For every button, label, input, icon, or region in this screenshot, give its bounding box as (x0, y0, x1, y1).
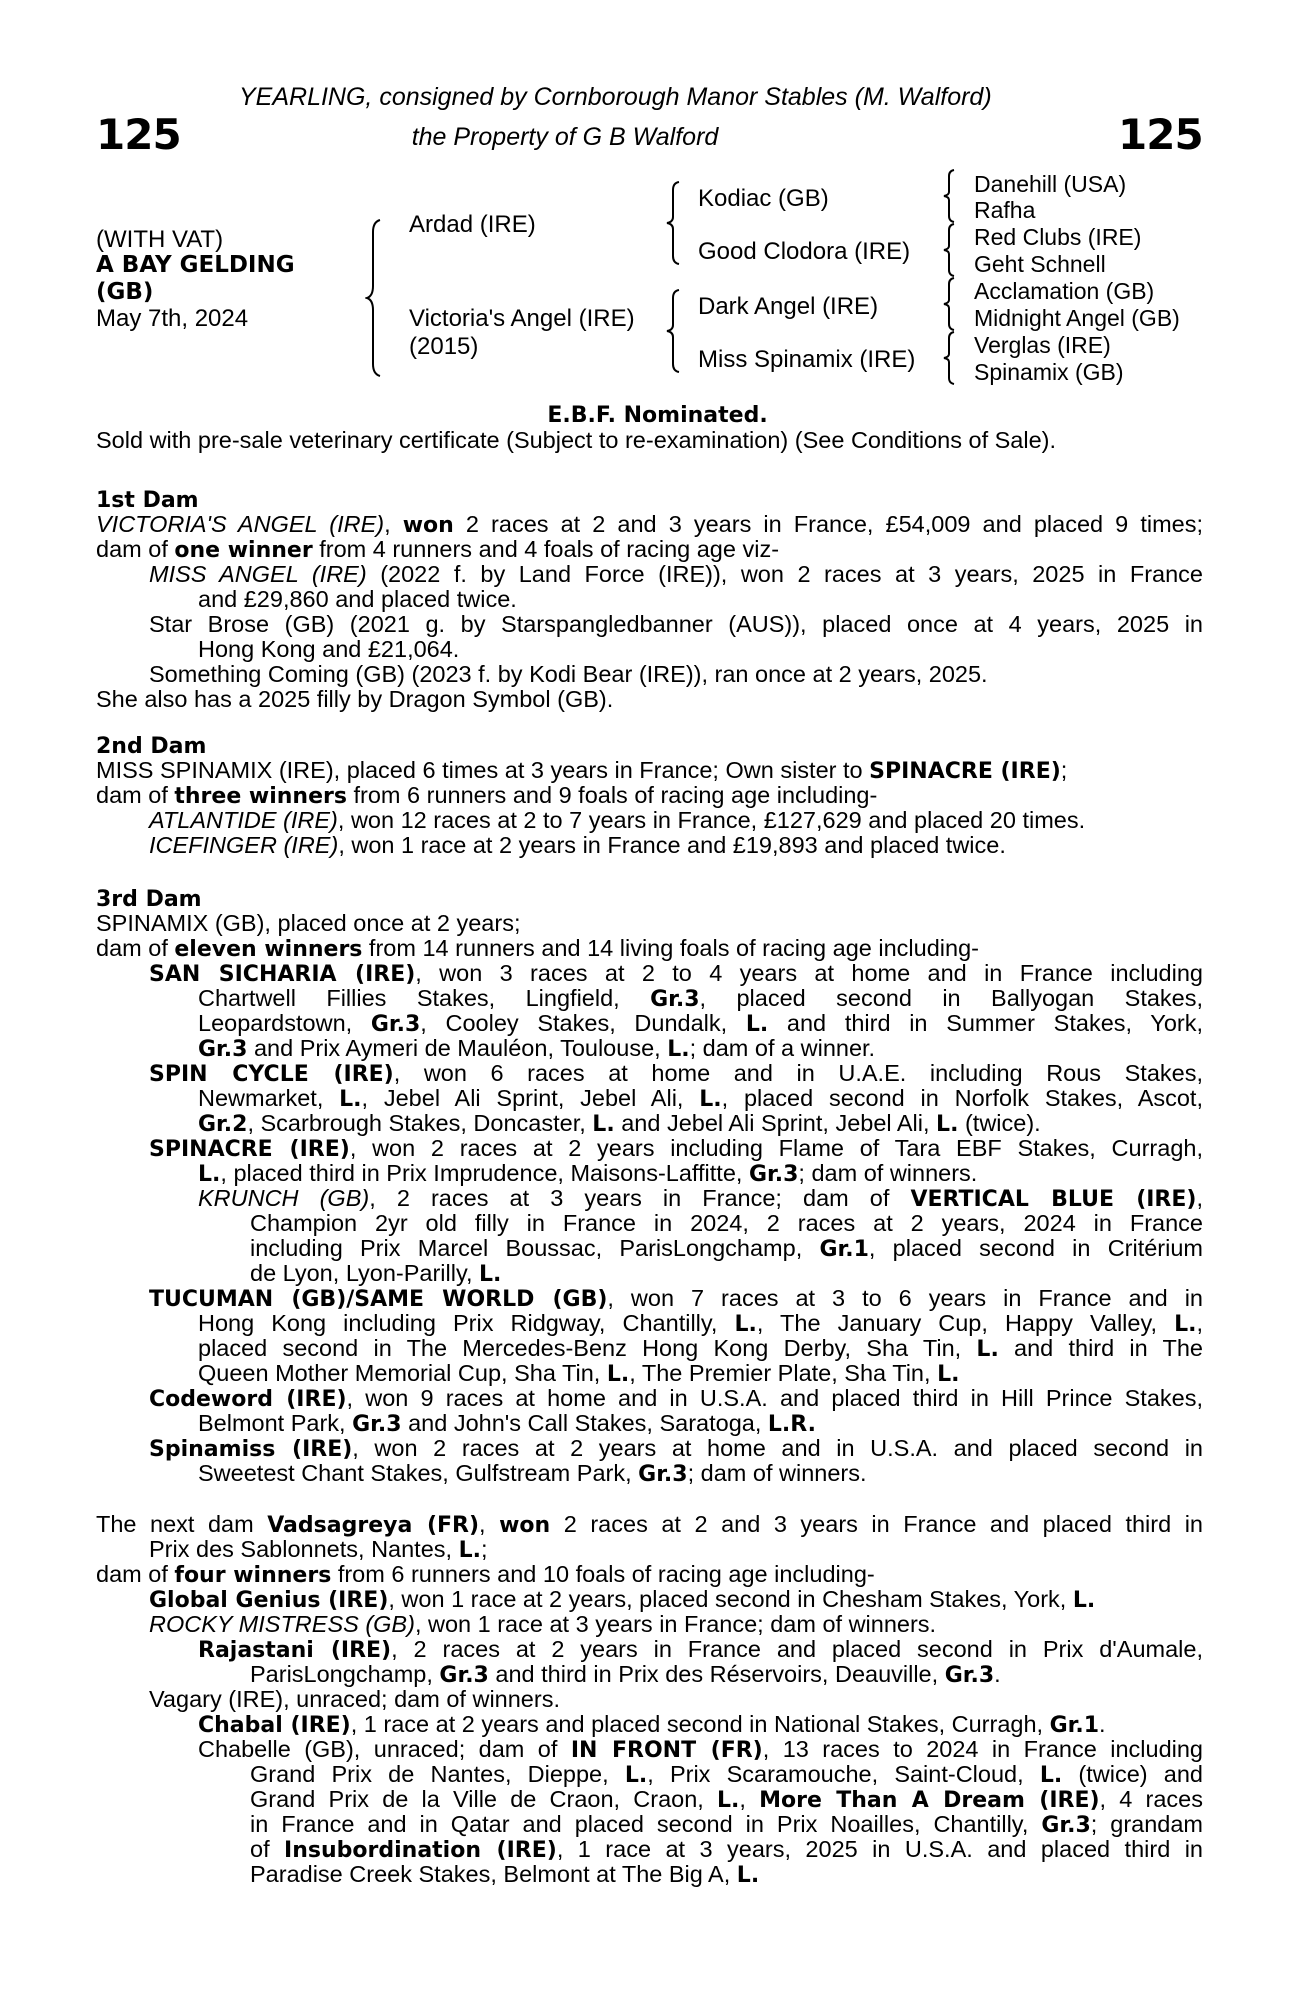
text-run: Champion 2yr old filly in France in 2024, 2 races at 2 years, 2024 in France (250, 1211, 1203, 1236)
text-run: dam of (96, 935, 175, 961)
text-run: , won 2 races at 2 years including Flame of Tara EBF Stakes, Curragh, (349, 1136, 1203, 1161)
pedigree-sire-dam: Good Clodora (IRE) (698, 238, 911, 265)
text-run: ; dam of winners. (798, 1160, 978, 1186)
pedigree-brace-sire (665, 180, 683, 266)
catalogue-line (198, 1336, 1203, 1361)
catalogue-line (149, 1386, 1203, 1411)
horse-description: A BAY GELDING (96, 252, 295, 278)
foaling-date: May 7th, 2024 (96, 305, 249, 332)
bold-text: L. (717, 1788, 740, 1812)
text-run: and third in Prix des Réservoirs, Deauville, (488, 1661, 945, 1687)
text-run: , (1196, 1311, 1203, 1336)
catalogue-line (198, 1161, 977, 1186)
text-run: MISS SPINAMIX (IRE), placed 6 times at 3 years in France; Own sister to (96, 757, 870, 783)
text-run: ; (480, 1536, 488, 1562)
catalogue-line (198, 1712, 1106, 1737)
text-run: , won 1 race at 2 years in France and £19,893 and placed twice. (338, 832, 1006, 858)
text-run: , 1 race at 3 years, 2025 in U.S.A. and placed third in (556, 1837, 1203, 1862)
bold-text: eleven winners (174, 937, 363, 962)
text-run: , (1196, 1186, 1203, 1211)
bold-text: four winners (174, 1563, 332, 1588)
bold-text: L. (198, 1162, 221, 1187)
bold-text: VERTICAL BLUE (IRE) (910, 1187, 1197, 1211)
bold-text: Chabal (IRE) (198, 1713, 351, 1738)
catalogue-line (198, 637, 459, 662)
catalogue-line (250, 1862, 759, 1887)
pedigree-sire-sire: Kodiac (GB) (698, 185, 829, 212)
bold-text: L. (936, 1112, 959, 1137)
text-run: from 6 runners and 10 foals of racing age including- (331, 1561, 875, 1587)
catalogue-line (198, 1361, 959, 1386)
bold-text: Rajastani (IRE) (198, 1638, 392, 1662)
catalogue-line (250, 1787, 1203, 1812)
catalogue-line (198, 986, 1203, 1011)
catalogue-line (250, 1211, 1203, 1236)
pedigree-sire: Ardad (IRE) (409, 211, 536, 238)
pedigree-gen3-8: Spinamix (GB) (974, 359, 1124, 385)
catalogue-line (96, 886, 202, 911)
catalogue-line (198, 1011, 1203, 1036)
bold-text: Vadsagreya (FR) (267, 1513, 480, 1537)
text-run: , won 12 races at 2 to 7 years in France, £127,629 and placed 20 times. (337, 807, 1086, 833)
bold-text: SPIN CYCLE (IRE) (149, 1062, 394, 1086)
text-run: and John's Call Stakes, Saratoga, (401, 1410, 768, 1436)
bold-text: Gr.3 (650, 987, 700, 1011)
pedigree-dam-dam: Miss Spinamix (IRE) (698, 346, 916, 373)
text-run: Queen Mother Memorial Cup, Sha Tin, (198, 1360, 607, 1386)
text-run: , (479, 1512, 500, 1537)
pedigree-gen3-1: Danehill (USA) (974, 171, 1127, 197)
italic-text: ROCKY MISTRESS (GB) (149, 1611, 415, 1637)
bold-text: L. (606, 1362, 630, 1387)
text-run: Chartwell Fillies Stakes, Lingfield, (198, 986, 651, 1011)
bold-text: L. (976, 1337, 999, 1361)
vat-note: (WITH VAT) (96, 226, 224, 253)
bold-text: Gr.3 (439, 1663, 489, 1688)
text-run: Grand Prix de Nantes, Dieppe, (250, 1762, 625, 1787)
text-run: , Cooley Stakes, Dundalk, (420, 1011, 746, 1036)
text-run: SPINAMIX (GB), placed once at 2 years; (96, 910, 521, 936)
bold-text: Gr.3 (352, 1412, 402, 1437)
bold-text: Gr.3 (1041, 1813, 1091, 1837)
bold-text: L. (479, 1262, 502, 1287)
catalogue-line (96, 487, 199, 512)
text-run: (twice). (958, 1110, 1041, 1136)
text-run: ; dam of winners. (687, 1460, 867, 1486)
section-heading: 1st Dam (96, 488, 199, 513)
text-run: , won 6 races at home and in U.A.E. including Rous Stakes, (393, 1061, 1203, 1086)
catalogue-line (250, 1762, 1203, 1787)
catalogue-line (198, 1637, 1203, 1662)
bold-text: L. (1072, 1588, 1096, 1613)
text-run: Leopardstown, (198, 1011, 371, 1036)
text-run: She also has a 2025 filly by Dragon Symbol (GB). (96, 686, 614, 712)
text-run: in France and in Qatar and placed second in Prix Noailles, Chantilly, (250, 1812, 1042, 1837)
text-run: Something Coming (GB) (2023 f. by Kodi Bear (IRE)), ran once at 2 years, 2025. (149, 661, 988, 687)
catalogue-line (96, 758, 1067, 783)
text-run: de Lyon, Lyon-Parilly, (250, 1260, 480, 1286)
bold-text: IN FRONT (FR) (570, 1738, 763, 1762)
text-run: , 4 races (1099, 1787, 1203, 1812)
text-run: , The January Cup, Happy Valley, (756, 1311, 1175, 1336)
catalogue-line (149, 1537, 488, 1562)
bold-text: SPINACRE (IRE) (869, 759, 1061, 784)
text-run: , Prix Scaramouche, Saint-Cloud, (647, 1762, 1040, 1787)
catalogue-line (149, 662, 988, 687)
bold-text: L. (458, 1538, 481, 1563)
catalogue-line (96, 512, 1203, 537)
bold-text: SPINACRE (IRE) (149, 1137, 350, 1161)
catalogue-line (250, 1236, 1203, 1261)
pedigree-gen3-2: Rafha (974, 197, 1036, 223)
catalogue-line (149, 1061, 1203, 1086)
bold-text: Spinamiss (IRE) (149, 1437, 353, 1461)
bold-text: three winners (174, 784, 347, 809)
text-run: ParisLongchamp, (250, 1661, 440, 1687)
bold-text: Codeword (IRE) (149, 1387, 347, 1411)
bold-text: Gr.3 (748, 1162, 799, 1187)
text-run: , The Premier Plate, Sha Tin, (629, 1360, 938, 1386)
bold-text: L. (592, 1112, 615, 1137)
catalogue-line (96, 1562, 875, 1587)
lot-number-right: 125 (1118, 110, 1203, 159)
catalogue-line (149, 961, 1203, 986)
text-run: Grand Prix de la Ville de Craon, Craon, (250, 1787, 718, 1812)
bold-text: Gr.3 (638, 1462, 688, 1487)
bold-text: L. (339, 1087, 362, 1111)
catalogue-line (96, 733, 206, 758)
pedigree-brace-main (365, 218, 385, 378)
text-run: placed second in The Mercedes-Benz Hong Kong Derby, Sha Tin, (198, 1336, 977, 1361)
bold-text: Global Genius (IRE) (149, 1588, 389, 1613)
text-run: and third in The (998, 1336, 1203, 1361)
text-run: 2 races at 2 and 3 years in France, £54,009 and placed 9 times; (453, 512, 1203, 537)
pedigree-brace-dam (665, 288, 683, 374)
text-run: 2 races at 2 and 3 years in France and placed third in (550, 1512, 1203, 1537)
text-run: Paradise Creek Stakes, Belmont at The Big A, (250, 1861, 737, 1887)
consignment-line: YEARLING, consigned by Cornborough Manor Stables (M. Walford) (239, 83, 992, 111)
catalogue-line (149, 1612, 936, 1637)
catalogue-line (96, 1512, 1203, 1537)
text-run: , Scarbrough Stakes, Doncaster, (247, 1110, 593, 1136)
bold-text: Gr.1 (819, 1237, 869, 1261)
text-run: from 4 runners and 4 foals of racing age viz- (312, 536, 780, 562)
catalogue-line (250, 1662, 1001, 1687)
pedigree-brace-g2 (942, 222, 958, 278)
catalogue-line (149, 1587, 1095, 1612)
bold-text: L. (736, 1863, 760, 1888)
catalogue-line (149, 1136, 1203, 1161)
catalogue-line (250, 1261, 501, 1286)
ebf-nominated: E.B.F. Nominated. (547, 403, 768, 428)
text-run: , 13 races to 2024 in France including (762, 1737, 1203, 1762)
text-run: and £29,860 and placed twice. (198, 586, 517, 612)
text-run: Star Brose (GB) (2021 g. by Starspangledbanner (AUS)), placed once at 4 years, 2025 in (149, 612, 1203, 637)
bold-text: Gr.1 (1049, 1713, 1100, 1738)
catalogue-line (198, 1461, 867, 1486)
text-run: , won 9 races at home and in U.S.A. and placed third in Hill Prince Stakes, (346, 1386, 1203, 1411)
catalogue-line (149, 808, 1085, 833)
italic-text: ICEFINGER (IRE) (149, 832, 339, 858)
bold-text: Insubordination (IRE) (284, 1838, 557, 1862)
text-run: and Jebel Ali Sprint, Jebel Ali, (614, 1110, 937, 1136)
bold-text: Gr.3 (198, 1037, 248, 1062)
text-run: ; (1060, 757, 1068, 783)
catalogue-line (198, 1111, 1041, 1136)
horse-description-origin: (GB) (96, 279, 154, 305)
text-run: , placed second in Norfolk Stakes, Ascot, (721, 1086, 1203, 1111)
bold-text: More Than A Dream (IRE) (759, 1788, 1100, 1812)
section-heading: 3rd Dam (96, 887, 202, 912)
bold-text: L.R. (767, 1412, 816, 1437)
text-run: , won 3 races at 2 to 4 years at home and in France including (415, 961, 1203, 986)
italic-text: ATLANTIDE (IRE) (149, 807, 338, 833)
catalogue-line (96, 783, 877, 808)
text-run: , (384, 512, 403, 537)
bold-text: L. (1174, 1312, 1197, 1336)
text-run: including Prix Marcel Boussac, ParisLongchamp, (250, 1236, 820, 1261)
text-run: Vagary (IRE), unraced; dam of winners. (149, 1686, 560, 1712)
text-run: of (250, 1837, 285, 1862)
catalogue-line (198, 1086, 1203, 1111)
pedigree-gen3-3: Red Clubs (IRE) (974, 224, 1142, 250)
text-run: dam of (96, 536, 175, 562)
pedigree-gen3-7: Verglas (IRE) (974, 332, 1111, 358)
property-line: the Property of G B Walford (411, 123, 719, 151)
pedigree-gen3-5: Acclamation (GB) (974, 278, 1155, 304)
text-run: . (1099, 1711, 1106, 1737)
bold-text: L. (937, 1362, 960, 1387)
catalogue-line (149, 562, 1203, 587)
catalogue-line (96, 911, 520, 936)
text-run: and third in Summer Stakes, York, (768, 1011, 1203, 1036)
catalogue-line (198, 1411, 816, 1436)
catalogue-line (96, 687, 613, 712)
text-run: Chabelle (GB), unraced; dam of (198, 1737, 571, 1762)
bold-text: L. (734, 1312, 757, 1336)
italic-text: VICTORIA'S ANGEL (IRE) (96, 512, 385, 537)
text-run: dam of (96, 1561, 175, 1587)
catalogue-line (96, 537, 779, 562)
text-run: (2022 f. by Land Force (IRE)), won 2 races at 3 years, 2025 in France (366, 562, 1203, 587)
catalogue-line (96, 936, 979, 961)
pedigree-brace-g4 (942, 330, 958, 386)
italic-text: KRUNCH (GB) (198, 1186, 370, 1211)
catalogue-line (149, 833, 1006, 858)
bold-text: L. (699, 1087, 722, 1111)
catalogue-line (198, 1036, 875, 1061)
text-run: , 1 race at 2 years and placed second in National Stakes, Curragh, (350, 1711, 1050, 1737)
text-run: . (994, 1661, 1001, 1687)
catalogue-line (149, 1687, 560, 1712)
pedigree-dam: Victoria's Angel (IRE) (409, 305, 635, 332)
text-run: Newmarket, (198, 1086, 340, 1111)
pedigree-brace-g1 (942, 168, 958, 224)
text-run: , (739, 1787, 760, 1812)
text-run: , placed second in Critérium (868, 1236, 1203, 1261)
section-heading: 2nd Dam (96, 734, 207, 759)
catalogue-line (149, 1436, 1203, 1461)
lot-number-left: 125 (96, 110, 181, 159)
text-run: ; dam of a winner. (689, 1035, 876, 1061)
catalogue-line (250, 1837, 1203, 1862)
catalogue-line (149, 612, 1203, 637)
text-run: , Jebel Ali Sprint, Jebel Ali, (361, 1086, 700, 1111)
pedigree-brace-g3 (942, 276, 958, 332)
pedigree-gen3-6: Midnight Angel (GB) (974, 305, 1180, 331)
pedigree-dam-year: (2015) (409, 333, 479, 360)
text-run: and Prix Aymeri de Mauléon, Toulouse, (247, 1035, 668, 1061)
text-run: , placed second in Ballyogan Stakes, (699, 986, 1203, 1011)
bold-text: Gr.3 (370, 1012, 421, 1036)
text-run: , 2 races at 3 years in France; dam of (369, 1186, 911, 1211)
catalogue-line (250, 1812, 1203, 1837)
bold-text: won (402, 513, 454, 537)
bold-text: L. (745, 1012, 769, 1036)
pedigree-dam-sire: Dark Angel (IRE) (698, 293, 879, 320)
text-run: The next dam (96, 1512, 268, 1537)
bold-text: Gr.3 (944, 1663, 995, 1688)
text-run: dam of (96, 782, 175, 808)
text-run: , won 1 race at 3 years in France; dam of winners. (414, 1611, 937, 1637)
text-run: ; grandam (1090, 1812, 1203, 1837)
catalogue-line (149, 1286, 1203, 1311)
bold-text: won (499, 1513, 551, 1537)
text-run: , placed third in Prix Imprudence, Maisons-Laffitte, (220, 1160, 749, 1186)
vet-certificate-note: Sold with pre-sale veterinary certificate (Subject to re-examination) (See Conditions of Sale). (96, 427, 1057, 453)
text-run: Hong Kong and £21,064. (198, 636, 460, 662)
text-run: Belmont Park, (198, 1410, 353, 1436)
text-run: from 14 runners and 14 living foals of racing age including- (362, 935, 979, 961)
bold-text: one winner (174, 538, 313, 563)
bold-text: TUCUMAN (GB)/SAME WORLD (GB) (149, 1287, 608, 1311)
bold-text: SAN SICHARIA (IRE) (149, 962, 416, 986)
text-run: , won 2 races at 2 years at home and in U.S.A. and placed second in (352, 1436, 1203, 1461)
text-run: Sweetest Chant Stakes, Gulfstream Park, (198, 1460, 639, 1486)
text-run: , won 7 races at 3 to 6 years in France and in (607, 1286, 1203, 1311)
catalogue-line (198, 587, 517, 612)
text-run: , won 1 race at 2 years, placed second in Chesham Stakes, York, (388, 1586, 1073, 1612)
text-run: , 2 races at 2 years in France and placed second in Prix d'Aumale, (391, 1637, 1203, 1662)
bold-text: L. (667, 1037, 690, 1062)
catalogue-line (198, 1311, 1203, 1336)
catalogue-line (198, 1186, 1203, 1211)
text-run: (twice) and (1062, 1762, 1203, 1787)
bold-text: Gr.2 (198, 1112, 248, 1137)
text-run: Prix des Sablonnets, Nantes, (149, 1536, 459, 1562)
italic-text: MISS ANGEL (IRE) (149, 562, 367, 587)
catalogue-line (198, 1737, 1203, 1762)
bold-text: L. (1039, 1763, 1063, 1787)
pedigree-gen3-4: Geht Schnell (974, 251, 1106, 277)
text-run: Hong Kong including Prix Ridgway, Chantilly, (198, 1311, 735, 1336)
bold-text: L. (624, 1763, 648, 1787)
text-run: from 6 runners and 9 foals of racing age including- (346, 782, 878, 808)
